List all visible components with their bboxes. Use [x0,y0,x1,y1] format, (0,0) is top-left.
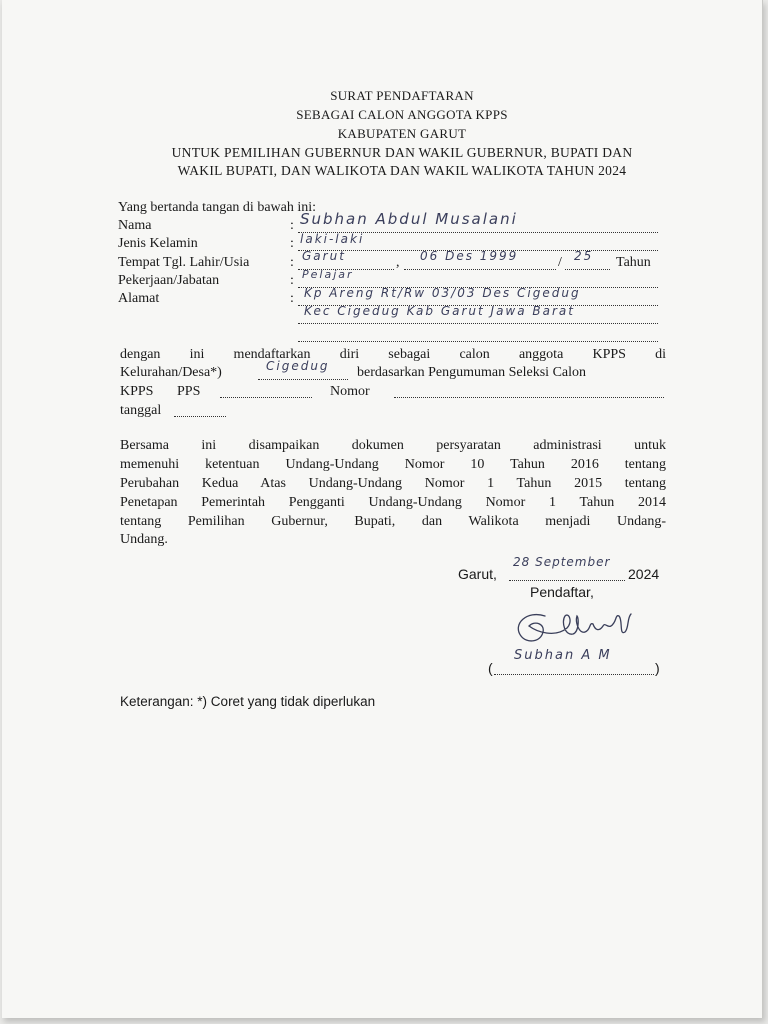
pps-label: PPS [177,384,201,399]
job-colon: : [290,273,294,288]
signature-date-value[interactable]: 28 September [513,555,611,569]
paragraph-documents-line3: Perubahan Kedua Atas Undang-Undang Nomor 1 Tahun 2015 tentang [120,476,666,491]
village-value[interactable]: Cigedug [266,359,330,373]
age-unit: Tahun [616,255,651,270]
signature-year: 2024 [628,566,660,582]
birth-label: Tempat Tgl. Lahir/Usia [118,255,250,270]
birth-date-value[interactable]: 06 Des 1999 [420,249,519,263]
doc-purpose-line1: UNTUK PEMILIHAN GUBERNUR DAN WAKIL GUBERNUR, BUPATI DAN [171,145,633,160]
signature-role: Pendaftar, [530,584,594,600]
age-dotted-line [565,269,610,270]
address-line1-value[interactable]: Kp Areng Rt/Rw 03/03 Des Cigedug [304,286,581,300]
address-dotted-line-2 [298,323,658,324]
village-label: Kelurahan/Desa*) [120,365,222,380]
footer-note: Keterangan: *) Coret yang tidak diperlukan [120,694,376,709]
doc-subtitle: SEBAGAI CALON ANGGOTA KPPS [296,107,508,122]
address-dotted-line-3 [298,341,658,342]
signer-name-value[interactable]: Subhan A M [514,648,612,663]
signer-open-paren: ( [488,660,493,676]
paragraph-documents-line5: tentang Pemilihan Gubernur, Bupati, dan Walikota menjadi Undang- [120,514,666,529]
kpps-label: KPPS [120,384,154,399]
pps-dotted-line [220,397,312,398]
signature-date-dotted-line [509,580,625,581]
signer-close-paren: ) [655,660,660,676]
job-value[interactable]: Pelajar [302,268,354,281]
document-page [2,0,763,1018]
birth-colon: : [290,255,294,270]
gender-label: Jenis Kelamin [118,236,198,251]
tanggal-label: tanggal [120,403,162,418]
form-intro: Yang bertanda tangan di bawah ini: [118,200,317,215]
paragraph-documents-line6: Undang. [120,532,168,547]
name-colon: : [290,218,294,233]
doc-region: KABUPATEN GARUT [337,126,467,141]
address-line2-value[interactable]: Kec Cigedug Kab Garut Jawa Barat [304,304,575,318]
birth-place-value[interactable]: Garut [302,249,346,263]
paragraph-documents-line1: Bersama ini disampaikan dokumen persyaratan administrasi untuk [120,438,666,453]
tanggal-dotted-line [174,416,226,417]
paragraph-documents-line2: memenuhi ketentuan Undang-Undang Nomor 10 Tahun 2016 tentang [120,457,666,472]
gender-value[interactable]: laki-laki [300,232,365,246]
birth-slash: / [558,255,562,270]
village-dotted-line [258,379,348,380]
doc-purpose-line2: WAKIL BUPATI, DAN WALIKOTA DAN WAKIL WALIKOTA TAHUN 2024 [177,163,627,178]
birth-comma: , [396,255,400,270]
gender-colon: : [290,236,294,251]
name-value[interactable]: Subhan Abdul Musalani [300,210,518,228]
nomor-label: Nomor [330,384,370,399]
doc-title: SURAT PENDAFTARAN [330,88,474,103]
paragraph-registration-line1: dengan ini mendaftarkan diri sebagai calon anggota KPPS di [120,347,666,362]
signature-place: Garut, [458,566,497,582]
nomor-dotted-line [394,397,664,398]
signer-dotted-line [494,674,654,675]
address-colon: : [290,291,294,306]
paragraph-documents-line4: Penetapan Pemerintah Pengganti Undang-Undang Nomor 1 Tahun 2014 [120,495,666,510]
job-label: Pekerjaan/Jabatan [118,273,220,288]
birth-date-dotted-line [404,269,556,270]
handwritten-signature [507,602,637,652]
name-label: Nama [118,218,152,233]
address-label: Alamat [118,291,160,306]
paragraph-registration-line2-post: berdasarkan Pengumuman Seleksi Calon [357,365,587,380]
age-value[interactable]: 25 [574,249,594,263]
